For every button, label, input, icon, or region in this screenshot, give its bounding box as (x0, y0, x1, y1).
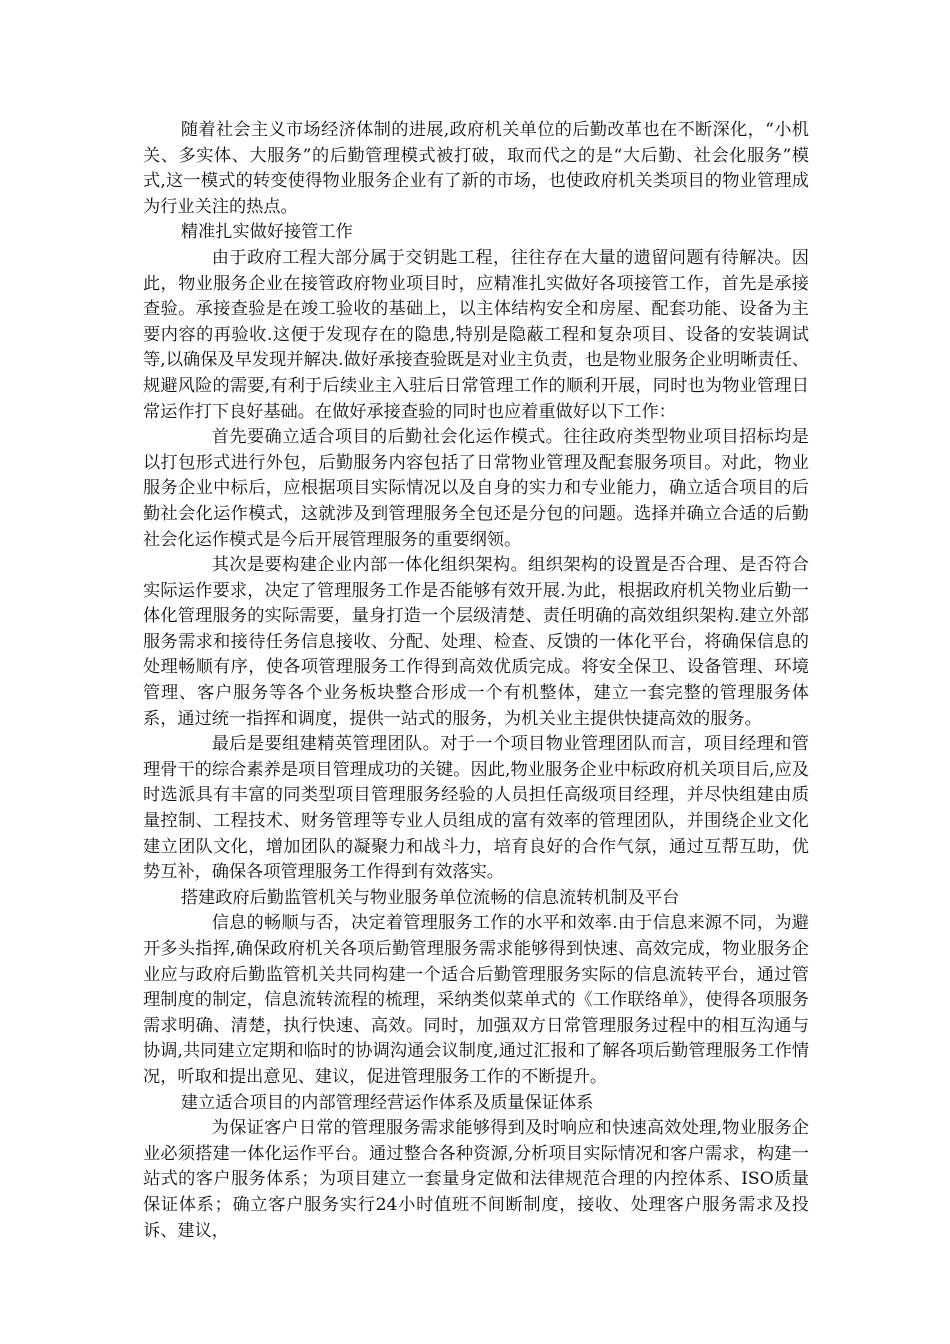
section-heading: 搭建政府后勤监管机关与物业服务单位流畅的信息流转机制及平台 (180, 887, 680, 908)
section-heading: 建立适合项目的内部管理经营运作体系及质量保证体系 (180, 1092, 594, 1113)
section-heading: 精准扎实做好接管工作 (180, 222, 353, 243)
paragraph: 其次是要构建企业内部一体化组织架构。组织架构的设置是否合理、是否符合实际运作要求，决定了管理服务工作是否能够有效开展.为此，根据政府机关物业后勤一体化管理服务的实际需要，量身打造一个层级清楚、责任明确的高效组织架构.建立外部服务需求和接待任务信息接收、分配、处理、检查、反馈的一体化平台，将确保信息的处理畅顺有序，使各项管理服务工作得到高效优质完成。将安全保卫、设备管理、环境管理、客户服务等各个业务板块整合形成一个有机整体，建立一套完整的管理服务体系，通过统一指挥和调度，提供一站式的服务，为机关业主提供快捷高效的服务。 (143, 555, 809, 729)
paragraph: 由于政府工程大部分属于交钥匙工程，往往存在大量的遗留问题有待解决。因此，物业服务企业在接管政府物业项目时，应精准扎实做好各项接管工作，首先是承接查验。承接查验是在竣工验收的基础上，以主体结构安全和房屋、配套功能、设备为主要内容的再验收.这便于发现存在的隐患,特别是隐蔽工程和复杂项目、设备的安装调试等,以确保及早发现并解决.做好承接查验既是对业主负责，也是物业服务企业明晰责任、规避风险的需要,有利于后续业主入驻后日常管理工作的顺利开展，同时也为物业管理日常运作打下良好基础。在做好承接查验的同时也应着重做好以下工作： (143, 247, 809, 422)
paragraph: 最后是要组建精英管理团队。对于一个项目物业管理团队而言，项目经理和管理骨干的综合素养是项目管理成功的关键。因此,物业服务企业中标政府机关项目后,应及时选派具有丰富的同类型项目管理服务经验的人员担任高级项目经理，并尽快组建由质量控制、工程技术、财务管理等专业人员组成的富有效率的管理团队，并围绕企业文化建立团队文化，增加团队的凝聚力和战斗力，培育良好的合作气氛，通过互帮互助，优势互补，确保各项管理服务工作得到有效落实。 (143, 734, 809, 883)
document-page (143, 118, 809, 1244)
paragraph: 为保证客户日常的管理服务需求能够得到及时响应和快速高效处理,物业服务企业必须搭建一体化运作平台。通过整合各种资源,分析项目实际情况和客户需求，构建一站式的客户服务体系；为项目建立一套量身定做和法律规范合理的内控体系、ISO质量保证体系；确立客户服务实行24小时值班不间断制度，接收、处理客户服务需求及投诉、建议， (143, 1118, 809, 1241)
paragraph: 首先要确立适合项目的后勤社会化运作模式。往往政府类型物业项目招标均是以打包形式进行外包，后勤服务内容包括了日常物业管理及配套服务项目。对此，物业服务企业中标后，应根据项目实际情况以及自身的实力和专业能力，确立适合项目的后勤社会化运作模式，这就涉及到管理服务全包还是分包的问题。选择并确立合适的后勤社会化运作模式是今后开展管理服务的重要纲领。 (143, 427, 809, 550)
paragraph: 信息的畅顺与否，决定着管理服务工作的水平和效率.由于信息来源不同，为避开多头指挥,确保政府机关各项后勤管理服务需求能够得到快速、高效完成，物业服务企业应与政府后勤监管机关共同构建一个适合后勤管理服务实际的信息流转平台，通过管理制度的制定，信息流转流程的梳理，采纳类似菜单式的《工作联络单》，使得各项服务需求明确、清楚，执行快速、高效。同时，加强双方日常管理服务过程中的相互沟通与协调,共同建立定期和临时的协调沟通会议制度,通过汇报和了解各项后勤管理服务工作情况，听取和提出意见、建议，促进管理服务工作的不断提升。 (143, 913, 809, 1087)
paragraph: 随着社会主义市场经济体制的进展,政府机关单位的后勤改革也在不断深化，“小机关、多实体、大服务”的后勤管理模式被打破，取而代之的是“大后勤、社会化服务”模式,这一模式的转变使得物业服务企业有了新的市场，也使政府机关类项目的物业管理成为行业关注的热点。 (143, 120, 809, 217)
